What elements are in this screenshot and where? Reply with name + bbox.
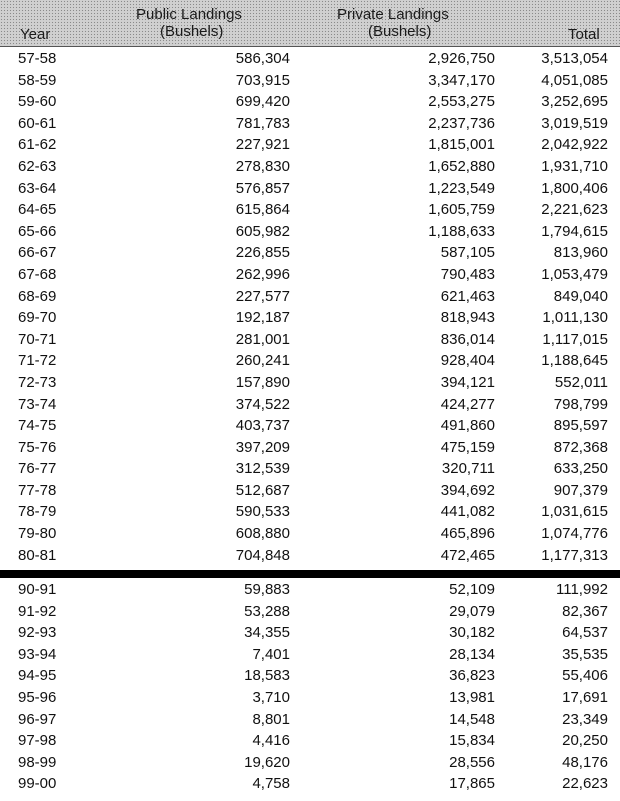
cell-year: 61-62 [18, 136, 57, 154]
cell-total: 813,960 [553, 244, 608, 262]
cell-total: 111,992 [556, 581, 608, 598]
cell-public-landings: 403,737 [235, 417, 290, 435]
cell-public-landings: 703,915 [235, 71, 290, 89]
cell-private-landings: 1,188,633 [428, 222, 495, 240]
cell-public-landings: 699,420 [235, 93, 290, 111]
cell-public-landings: 312,539 [235, 460, 290, 478]
cell-private-landings: 30,182 [449, 624, 495, 642]
cell-total: 4,051,085 [541, 71, 608, 89]
cell-total: 552,011 [554, 373, 608, 391]
cell-total: 2,042,922 [541, 136, 608, 154]
cell-year: 78-79 [18, 503, 57, 521]
cell-public-landings: 8,801 [252, 710, 290, 728]
cell-private-landings: 928,404 [440, 352, 495, 370]
cell-public-landings: 281,001 [235, 330, 290, 348]
cell-year: 91-92 [18, 602, 57, 620]
cell-public-landings: 590,533 [235, 503, 290, 521]
cell-public-landings: 7,401 [252, 645, 290, 663]
cell-private-landings: 472,465 [440, 546, 495, 564]
cell-private-landings: 1,652,880 [428, 157, 495, 175]
cell-private-landings: 465,896 [440, 525, 495, 543]
table-row [0, 350, 620, 372]
cell-private-landings: 790,483 [440, 265, 495, 283]
cell-private-landings: 424,277 [440, 395, 495, 413]
cell-public-landings: 608,880 [235, 525, 290, 543]
cell-total: 1,931,710 [541, 157, 608, 175]
cell-public-landings: 53,288 [244, 602, 290, 620]
cell-total: 798,799 [553, 395, 608, 413]
table-row [0, 752, 620, 774]
table-row [0, 665, 620, 687]
cell-total: 1,794,615 [541, 222, 608, 240]
cell-total: 1,011,130 [542, 309, 608, 327]
cell-private-landings: 320,711 [441, 460, 495, 478]
cell-private-landings: 15,834 [449, 732, 495, 750]
cell-year: 92-93 [18, 624, 57, 642]
cell-public-landings: 512,687 [235, 481, 290, 499]
cell-private-landings: 1,605,759 [428, 201, 495, 219]
cell-public-landings: 34,355 [244, 624, 290, 642]
table-body-top [0, 48, 620, 566]
cell-public-landings: 4,416 [252, 732, 290, 750]
cell-private-landings: 28,134 [449, 645, 495, 663]
table-row [0, 48, 620, 70]
table-row [0, 70, 620, 92]
cell-year: 58-59 [18, 71, 57, 89]
cell-year: 94-95 [18, 667, 57, 685]
cell-total: 48,176 [562, 753, 608, 771]
cell-year: 79-80 [18, 525, 57, 543]
cell-total: 633,250 [553, 460, 608, 478]
cell-total: 1,053,479 [541, 265, 608, 283]
table-row [0, 286, 620, 308]
cell-public-landings: 4,758 [252, 775, 290, 793]
cell-year: 63-64 [18, 179, 57, 197]
cell-year: 68-69 [18, 287, 57, 305]
cell-total: 3,513,054 [541, 50, 608, 67]
cell-year: 98-99 [18, 753, 57, 771]
table-header [0, 0, 620, 47]
cell-private-landings: 13,981 [449, 688, 495, 706]
cell-total: 1,117,015 [542, 330, 608, 348]
cell-total: 2,221,623 [541, 201, 608, 219]
cell-private-landings: 1,223,549 [428, 179, 495, 197]
cell-year: 70-71 [18, 330, 57, 348]
table-row [0, 773, 620, 795]
table-row [0, 523, 620, 545]
cell-total: 1,188,645 [541, 352, 608, 370]
cell-year: 90-91 [18, 581, 57, 598]
table-row [0, 730, 620, 752]
cell-year: 65-66 [18, 222, 57, 240]
cell-year: 97-98 [18, 732, 57, 750]
cell-private-landings: 36,823 [449, 667, 495, 685]
cell-year: 95-96 [18, 688, 57, 706]
cell-total: 895,597 [553, 417, 608, 435]
cell-year: 69-70 [18, 309, 57, 327]
cell-public-landings: 397,209 [235, 438, 290, 456]
table-row [0, 242, 620, 264]
cell-total: 64,537 [562, 624, 608, 642]
cell-year: 64-65 [18, 201, 57, 219]
cell-total: 35,535 [562, 645, 608, 663]
cell-private-landings: 818,943 [440, 309, 495, 327]
table-divider [0, 570, 620, 578]
cell-public-landings: 227,577 [235, 287, 290, 305]
cell-public-landings: 227,921 [235, 136, 290, 154]
header-private-line2: (Bushels) [368, 23, 432, 40]
cell-year: 80-81 [18, 546, 57, 564]
cell-year: 59-60 [18, 93, 57, 111]
cell-year: 71-72 [18, 352, 57, 370]
cell-year: 99-00 [18, 775, 57, 793]
cell-year: 93-94 [18, 645, 57, 663]
cell-total: 55,406 [562, 667, 608, 685]
cell-private-landings: 52,109 [449, 581, 495, 598]
table-row [0, 156, 620, 178]
cell-year: 76-77 [18, 460, 57, 478]
table-row [0, 307, 620, 329]
table-row [0, 644, 620, 666]
table-row [0, 329, 620, 351]
cell-year: 60-61 [18, 114, 57, 132]
cell-public-landings: 19,620 [244, 753, 290, 771]
cell-public-landings: 18,583 [244, 667, 290, 685]
cell-private-landings: 2,237,736 [428, 114, 495, 132]
cell-private-landings: 2,926,750 [428, 50, 495, 67]
cell-public-landings: 262,996 [235, 265, 290, 283]
cell-private-landings: 17,865 [449, 775, 495, 793]
cell-total: 82,367 [562, 602, 608, 620]
cell-private-landings: 394,692 [440, 481, 495, 499]
cell-public-landings: 226,855 [235, 244, 290, 262]
table-row [0, 134, 620, 156]
cell-total: 3,252,695 [541, 93, 608, 111]
cell-public-landings: 586,304 [235, 50, 290, 67]
cell-private-landings: 28,556 [449, 753, 495, 771]
cell-year: 66-67 [18, 244, 57, 262]
cell-public-landings: 576,857 [235, 179, 290, 197]
cell-public-landings: 605,982 [235, 222, 290, 240]
cell-public-landings: 3,710 [252, 688, 290, 706]
cell-public-landings: 260,241 [235, 352, 290, 370]
table-row [0, 415, 620, 437]
cell-private-landings: 3,347,170 [428, 71, 495, 89]
cell-public-landings: 59,883 [244, 581, 290, 598]
header-public-line2: (Bushels) [160, 23, 224, 40]
cell-private-landings: 587,105 [440, 244, 495, 262]
table-row [0, 579, 620, 601]
cell-private-landings: 441,082 [440, 503, 495, 521]
cell-total: 1,800,406 [541, 179, 608, 197]
cell-private-landings: 29,079 [449, 602, 495, 620]
cell-year: 96-97 [18, 710, 57, 728]
header-year: Year [20, 26, 51, 43]
cell-year: 74-75 [18, 417, 57, 435]
cell-public-landings: 192,187 [235, 309, 290, 327]
cell-year: 75-76 [18, 438, 57, 456]
table-row [0, 437, 620, 459]
cell-private-landings: 621,463 [440, 287, 495, 305]
cell-total: 872,368 [553, 438, 608, 456]
cell-public-landings: 781,783 [235, 114, 290, 132]
cell-private-landings: 836,014 [440, 330, 495, 348]
table-row [0, 458, 620, 480]
table-row [0, 221, 620, 243]
cell-public-landings: 374,522 [235, 395, 290, 413]
table-row [0, 199, 620, 221]
table-body-bottom [0, 579, 620, 795]
table-row [0, 622, 620, 644]
header-private-line1: Private Landings [337, 6, 449, 23]
table-row [0, 501, 620, 523]
cell-year: 73-74 [18, 395, 57, 413]
table-row [0, 709, 620, 731]
header-public-line1: Public Landings [136, 6, 242, 23]
table-row [0, 372, 620, 394]
cell-public-landings: 278,830 [235, 157, 290, 175]
cell-total: 1,177,313 [541, 546, 608, 564]
cell-year: 67-68 [18, 265, 57, 283]
table-row [0, 601, 620, 623]
cell-public-landings: 615,864 [235, 201, 290, 219]
header-total: Total [568, 26, 600, 43]
table-row [0, 178, 620, 200]
cell-public-landings: 704,848 [235, 546, 290, 564]
cell-private-landings: 394,121 [440, 373, 495, 391]
cell-total: 1,074,776 [541, 525, 608, 543]
cell-year: 62-63 [18, 157, 57, 175]
cell-private-landings: 491,860 [440, 417, 495, 435]
cell-total: 3,019,519 [541, 114, 608, 132]
cell-total: 23,349 [562, 710, 608, 728]
cell-total: 1,031,615 [541, 503, 608, 521]
table-row [0, 91, 620, 113]
table-row [0, 545, 620, 567]
cell-total: 22,623 [562, 775, 608, 793]
cell-private-landings: 2,553,275 [428, 93, 495, 111]
table-row [0, 264, 620, 286]
cell-total: 20,250 [562, 732, 608, 750]
cell-private-landings: 475,159 [440, 438, 495, 456]
table-row [0, 480, 620, 502]
cell-private-landings: 1,815,001 [428, 136, 495, 154]
cell-total: 849,040 [553, 287, 608, 305]
cell-public-landings: 157,890 [235, 373, 290, 391]
cell-year: 77-78 [18, 481, 57, 499]
cell-year: 57-58 [18, 50, 57, 67]
cell-year: 72-73 [18, 373, 57, 391]
table-row [0, 687, 620, 709]
cell-private-landings: 14,548 [449, 710, 495, 728]
cell-total: 17,691 [562, 688, 608, 706]
table-row [0, 113, 620, 135]
table-row [0, 394, 620, 416]
cell-total: 907,379 [553, 481, 608, 499]
